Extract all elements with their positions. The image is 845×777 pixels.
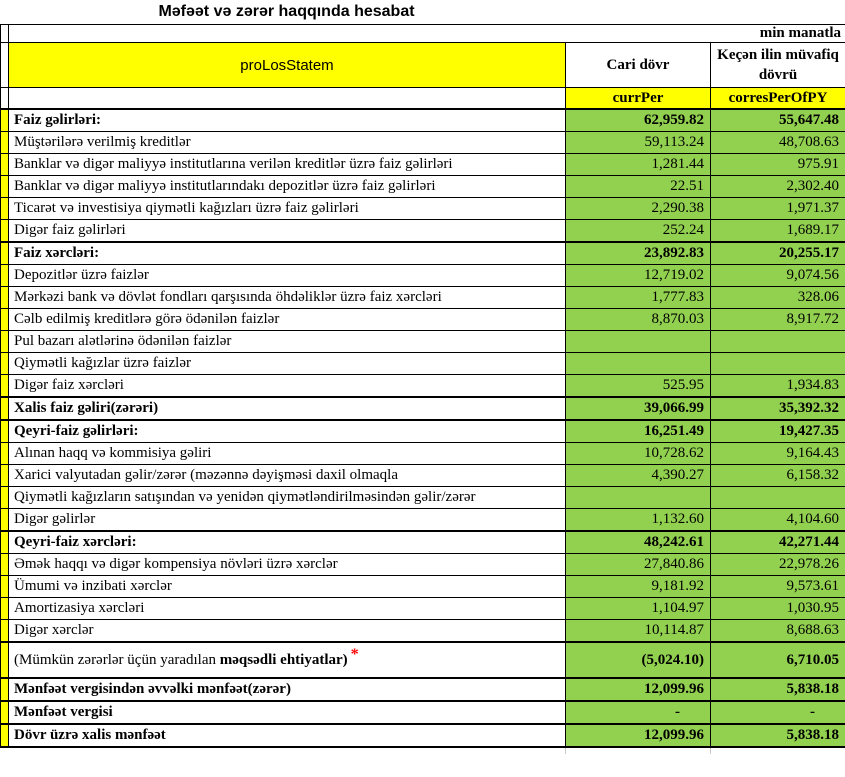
statement-body <box>1 109 845 747</box>
value-current-cell: 10,728.62 <box>566 443 711 465</box>
row-label-cell: Xarici valyutadan gəlir/zərər (məzənnə dəyişməsi daxil olmaqla <box>9 465 566 487</box>
value-previous-cell: 1,934.83 <box>711 375 845 398</box>
label-regular-part: (Mümkün zərərlər üçün yaradılan <box>14 652 220 668</box>
table-row <box>1 132 845 154</box>
value-current-cell: 39,066.99 <box>566 397 711 420</box>
row-stub-cell <box>1 724 9 747</box>
row-stub-cell <box>1 509 9 532</box>
value-current-cell: - <box>566 701 711 724</box>
value-previous-cell: 328.06 <box>711 287 845 309</box>
table-row <box>1 531 845 554</box>
row-label-cell: Mərkəzi bank və dövlət fondları qarşısında öhdəliklər üzrə faiz xərcləri <box>9 287 566 309</box>
value-current-cell: 1,281.44 <box>566 154 711 176</box>
value-current-cell: (5,024.10) <box>566 642 711 678</box>
row-stub-cell <box>1 154 9 176</box>
row-stub-cell <box>1 242 9 265</box>
row-stub-cell <box>1 420 9 443</box>
value-current-cell: 12,099.96 <box>566 678 711 701</box>
value-current-cell: 1,777.83 <box>566 287 711 309</box>
value-current-cell: 27,840.86 <box>566 554 711 576</box>
value-current-cell: 12,719.02 <box>566 265 711 287</box>
row-stub-cell <box>1 109 9 132</box>
value-current-cell: 9,181.92 <box>566 576 711 598</box>
value-current-cell: 16,251.49 <box>566 420 711 443</box>
value-previous-cell: 4,104.60 <box>711 509 845 532</box>
value-current-cell: 10,114.87 <box>566 620 711 643</box>
footnote-asterisk: * <box>350 646 359 663</box>
table-row <box>1 724 845 747</box>
value-previous-cell: 20,255.17 <box>711 242 845 265</box>
table-row <box>1 375 845 398</box>
row-label-cell: Qeyri-faiz gəlirləri: <box>9 420 566 443</box>
row-label-cell: Banklar və digər maliyyə institutlarındakı depozitlər üzrə faiz gəlirləri <box>9 176 566 198</box>
table-row <box>1 176 845 198</box>
row-stub-cell <box>1 353 9 375</box>
value-current-cell: 22.51 <box>566 176 711 198</box>
value-previous-cell: 1,030.95 <box>711 598 845 620</box>
row-stub-cell <box>1 220 9 243</box>
table-row <box>1 309 845 331</box>
value-previous-cell: 35,392.32 <box>711 397 845 420</box>
row-stub-cell <box>1 576 9 598</box>
value-previous-cell <box>711 487 845 509</box>
row-label-cell: Cəlb edilmiş kreditlərə görə ödənilən faizlər <box>9 309 566 331</box>
row-label-cell: Faiz gəlirləri: <box>9 109 566 132</box>
value-previous-cell: 9,573.61 <box>711 576 845 598</box>
row-label-cell: Alınan haqq və kommisiya gəliri <box>9 443 566 465</box>
row-label-cell: Pul bazarı alətlərinə ödənilən faizlər <box>9 331 566 353</box>
unit-note: min manatla <box>9 25 845 43</box>
table-row <box>1 353 845 375</box>
gridline <box>565 748 566 754</box>
table-row <box>1 265 845 287</box>
table-row <box>1 620 845 643</box>
row-stub-cell <box>1 554 9 576</box>
row-label-cell: Faiz xərcləri: <box>9 242 566 265</box>
row-label-cell: Qeyri-faiz xərcləri: <box>9 531 566 554</box>
table-row <box>1 198 845 220</box>
value-previous-cell: 8,688.63 <box>711 620 845 643</box>
value-current-cell: 23,892.83 <box>566 242 711 265</box>
row-stub-cell <box>1 88 9 110</box>
table-row <box>1 154 845 176</box>
value-previous-cell: 9,164.43 <box>711 443 845 465</box>
row-stub-cell <box>1 265 9 287</box>
row-label-cell: Amortizasiya xərcləri <box>9 598 566 620</box>
value-previous-cell: - <box>711 701 845 724</box>
row-stub-cell <box>1 531 9 554</box>
row-stub-cell <box>1 620 9 643</box>
row-stub-cell <box>1 701 9 724</box>
header-previous-period: Keçən ilin müvafiq dövrü <box>711 43 845 88</box>
value-current-cell: 1,104.97 <box>566 598 711 620</box>
row-label-cell: Digər gəlirlər <box>9 509 566 532</box>
row-stub-cell <box>1 487 9 509</box>
value-current-cell: 59,113.24 <box>566 132 711 154</box>
value-current-cell: 2,290.38 <box>566 198 711 220</box>
table-row <box>1 554 845 576</box>
row-label-cell: Ticarət və investisiya qiymətli kağızları üzrə faiz gəlirləri <box>9 198 566 220</box>
row-stub-cell <box>1 465 9 487</box>
header-id-cell: proLosStatem <box>9 43 566 88</box>
value-current-cell: 525.95 <box>566 375 711 398</box>
row-stub-cell <box>1 331 9 353</box>
table-row <box>1 465 845 487</box>
unit-row <box>1 25 845 43</box>
table-row <box>1 678 845 701</box>
table-row <box>1 220 845 243</box>
value-current-cell: 4,390.27 <box>566 465 711 487</box>
row-stub-cell <box>1 678 9 701</box>
value-previous-cell: 975.91 <box>711 154 845 176</box>
table-row <box>1 242 845 265</box>
row-stub-cell <box>1 642 9 678</box>
row-stub-cell <box>1 397 9 420</box>
value-previous-cell: 2,302.40 <box>711 176 845 198</box>
row-label-cell: Mənfəət vergisindən əvvəlki mənfəət(zərər) <box>9 678 566 701</box>
row-label-cell: Dövr üzrə xalis mənfəət <box>9 724 566 747</box>
row-stub-cell <box>1 132 9 154</box>
row-label-cell: Ümumi və inzibati xərclər <box>9 576 566 598</box>
partial-next-row <box>0 748 845 754</box>
statement-table <box>0 24 845 748</box>
label-bold-part: məqsədli ehtiyatlar) <box>219 652 348 668</box>
header-current-period: Cari dövr <box>566 43 711 88</box>
code-current: currPer <box>566 88 711 110</box>
table-row <box>1 701 845 724</box>
row-label-cell: Xalis faiz gəliri(zərəri) <box>9 397 566 420</box>
value-previous-cell: 8,917.72 <box>711 309 845 331</box>
row-stub-cell <box>1 375 9 398</box>
value-current-cell <box>566 353 711 375</box>
code-empty-cell <box>9 88 566 110</box>
code-row <box>1 88 845 110</box>
table-row <box>1 397 845 420</box>
value-previous-cell: 5,838.18 <box>711 678 845 701</box>
value-previous-cell: 5,838.18 <box>711 724 845 747</box>
value-current-cell: 62,959.82 <box>566 109 711 132</box>
table-row <box>1 642 845 678</box>
row-label-cell: Depozitlər üzrə faizlər <box>9 265 566 287</box>
row-label-cell: Mənfəət vergisi <box>9 701 566 724</box>
value-current-cell <box>566 331 711 353</box>
table-row <box>1 287 845 309</box>
table-row <box>1 331 845 353</box>
page-title: Məfəət və zərər haqqında hesabat <box>158 3 415 20</box>
value-previous-cell: 1,689.17 <box>711 220 845 243</box>
row-label-cell: Digər faiz xərcləri <box>9 375 566 398</box>
value-previous-cell: 22,978.26 <box>711 554 845 576</box>
value-current-cell: 1,132.60 <box>566 509 711 532</box>
table-row <box>1 509 845 532</box>
row-label-cell <box>9 642 566 678</box>
table-row <box>1 576 845 598</box>
row-label-cell: Qiymətli kağızlar üzrə faizlər <box>9 353 566 375</box>
value-current-cell: 48,242.61 <box>566 531 711 554</box>
row-stub-cell <box>1 598 9 620</box>
row-stub-cell <box>1 176 9 198</box>
row-label-cell: Əmək haqqı və digər kompensiya növləri üzrə xərclər <box>9 554 566 576</box>
table-row <box>1 109 845 132</box>
value-previous-cell: 1,971.37 <box>711 198 845 220</box>
table-row <box>1 420 845 443</box>
value-current-cell <box>566 487 711 509</box>
row-stub-cell <box>1 309 9 331</box>
value-previous-cell: 19,427.35 <box>711 420 845 443</box>
value-previous-cell: 6,710.05 <box>711 642 845 678</box>
value-previous-cell: 6,158.32 <box>711 465 845 487</box>
value-previous-cell <box>711 331 845 353</box>
row-label-cell: Banklar və digər maliyyə institutlarına verilən kreditlər üzrə faiz gəlirləri <box>9 154 566 176</box>
gridline <box>710 748 711 754</box>
value-previous-cell: 42,271.44 <box>711 531 845 554</box>
value-previous-cell: 48,708.63 <box>711 132 845 154</box>
value-previous-cell: 55,647.48 <box>711 109 845 132</box>
row-stub-cell <box>1 287 9 309</box>
row-label-cell: Müştərilərə verilmiş kreditlər <box>9 132 566 154</box>
code-previous: corresPerOfPY <box>711 88 845 110</box>
row-stub-cell <box>1 198 9 220</box>
row-stub-cell <box>1 25 9 43</box>
value-current-cell: 12,099.96 <box>566 724 711 747</box>
table-row <box>1 487 845 509</box>
value-current-cell: 252.24 <box>566 220 711 243</box>
value-previous-cell <box>711 353 845 375</box>
value-previous-cell: 9,074.56 <box>711 265 845 287</box>
header-row <box>1 43 845 88</box>
row-label-cell: Qiymətli kağızların satışından və yenidən qiymətləndirilməsindən gəlir/zərər <box>9 487 566 509</box>
row-label-cell: Digər xərclər <box>9 620 566 643</box>
row-stub-cell <box>1 43 9 88</box>
row-stub-cell <box>1 443 9 465</box>
row-label-cell: Digər faiz gəlirləri <box>9 220 566 243</box>
table-row <box>1 443 845 465</box>
table-row <box>1 598 845 620</box>
value-current-cell: 8,870.03 <box>566 309 711 331</box>
